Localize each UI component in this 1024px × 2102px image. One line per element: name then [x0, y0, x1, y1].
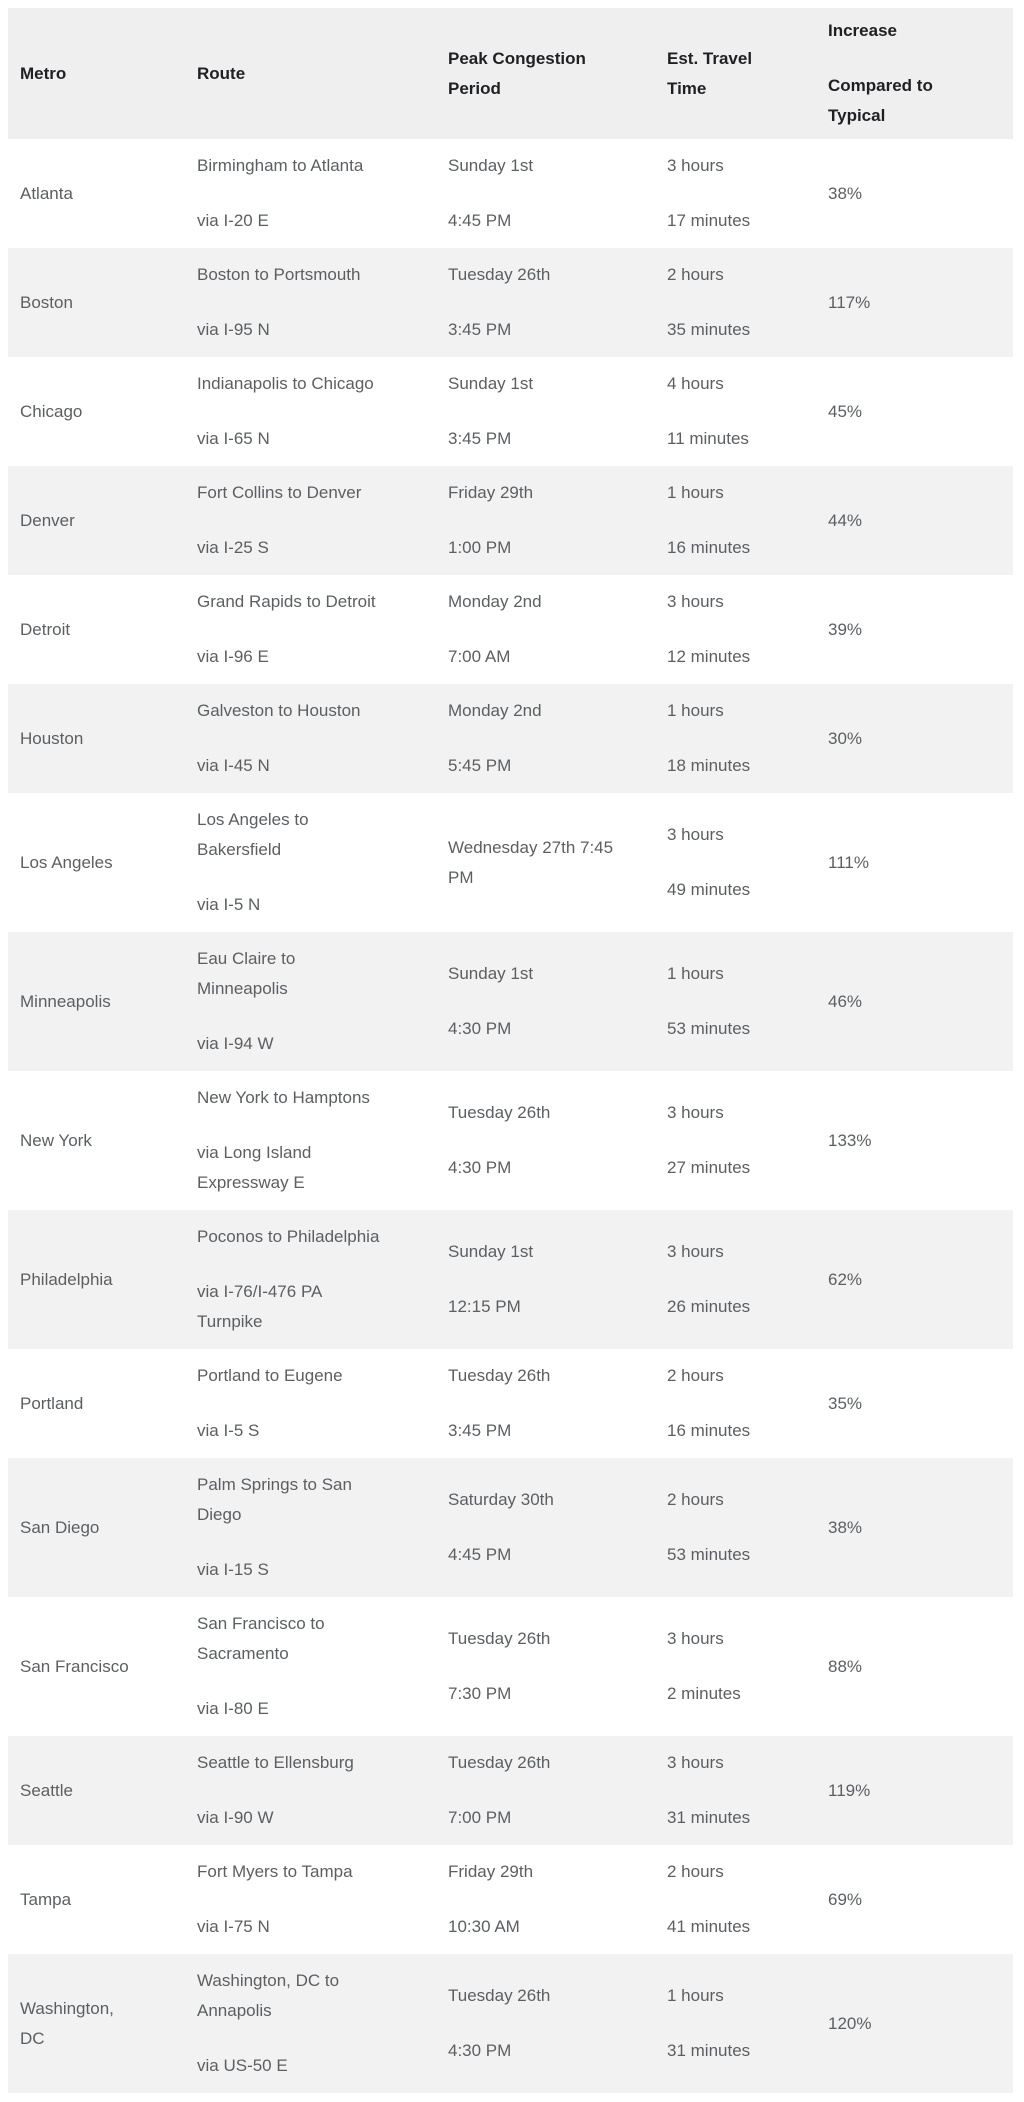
period-day: Wednesday 27th 7:45 PM	[448, 837, 614, 887]
increase-cell	[816, 1071, 1013, 1210]
travel-minutes: 16 minutes	[667, 1421, 751, 1440]
travel-minutes: 16 minutes	[667, 538, 751, 557]
route-cell	[185, 793, 436, 932]
route-via: via I-96 E	[197, 647, 269, 666]
period-day: Tuesday 26th	[448, 1986, 551, 2005]
route-name: Grand Rapids to Detroit	[197, 592, 376, 611]
travel-time-cell	[655, 1071, 816, 1210]
route-cell	[185, 357, 436, 466]
increase-value: 133%	[828, 1130, 872, 1150]
route-cell	[185, 932, 436, 1071]
route-cell	[185, 1597, 436, 1736]
metro-name: Chicago	[20, 401, 83, 421]
travel-hours: 3 hours	[667, 1753, 724, 1772]
metro-cell	[8, 139, 185, 248]
period-cell	[436, 1736, 655, 1845]
increase-cell	[816, 1845, 1013, 1954]
travel-hours: 1 hours	[667, 483, 724, 502]
increase-value: 62%	[828, 1269, 863, 1289]
table-row	[8, 1597, 1013, 1736]
travel-time-cell	[655, 793, 816, 932]
metro-name: Tampa	[20, 1889, 72, 1909]
route-cell	[185, 466, 436, 575]
route-via: via I-65 N	[197, 429, 270, 448]
metro-cell	[8, 1845, 185, 1954]
route-via: via I-95 N	[197, 320, 270, 339]
table-row	[8, 684, 1013, 793]
travel-minutes: 35 minutes	[667, 320, 751, 339]
increase-value: 35%	[828, 1393, 863, 1413]
route-name: Poconos to Philadelphia	[197, 1227, 380, 1246]
travel-minutes: 53 minutes	[667, 1019, 751, 1038]
period-cell	[436, 793, 655, 932]
period-day: Sunday 1st	[448, 1242, 534, 1261]
travel-time-cell	[655, 1736, 816, 1845]
route-name: Seattle to Ellensburg	[197, 1753, 354, 1772]
route-cell	[185, 684, 436, 793]
travel-hours: 3 hours	[667, 1242, 724, 1261]
travel-minutes: 12 minutes	[667, 647, 751, 666]
route-cell	[185, 1071, 436, 1210]
increase-value: 46%	[828, 991, 863, 1011]
increase-value: 39%	[828, 619, 863, 639]
travel-hours: 2 hours	[667, 1490, 724, 1509]
travel-hours: 2 hours	[667, 1366, 724, 1385]
metro-cell	[8, 357, 185, 466]
table-row	[8, 1349, 1013, 1458]
route-via: via I-5 N	[197, 895, 261, 914]
increase-value: 111%	[828, 852, 869, 872]
period-time: 3:45 PM	[448, 1421, 512, 1440]
period-day: Tuesday 26th	[448, 1366, 551, 1385]
increase-cell	[816, 139, 1013, 248]
increase-cell	[816, 1349, 1013, 1458]
table-row	[8, 466, 1013, 575]
route-name: Fort Myers to Tampa	[197, 1862, 353, 1881]
congestion-table	[8, 8, 1013, 2093]
period-time: 10:30 AM	[448, 1917, 520, 1936]
metro-cell	[8, 1349, 185, 1458]
col-header-label: Peak Congestion Period	[448, 48, 586, 98]
table-row	[8, 357, 1013, 466]
travel-minutes: 31 minutes	[667, 2041, 751, 2060]
table-row	[8, 139, 1013, 248]
travel-minutes: 11 minutes	[667, 429, 749, 448]
route-name: Washington, DC to Annapolis	[197, 1971, 340, 2020]
col-header-metro	[8, 8, 185, 139]
period-time: 7:30 PM	[448, 1684, 512, 1703]
travel-minutes: 41 minutes	[667, 1917, 751, 1936]
col-header-label: Compared to Typical	[828, 76, 933, 125]
travel-time-cell	[655, 139, 816, 248]
travel-hours: 3 hours	[667, 1629, 724, 1648]
route-name: Portland to Eugene	[197, 1366, 343, 1385]
travel-minutes: 53 minutes	[667, 1545, 751, 1564]
table-row	[8, 575, 1013, 684]
travel-hours: 2 hours	[667, 1862, 724, 1881]
col-header-label: Est. Travel Time	[667, 48, 753, 98]
travel-time-cell	[655, 1210, 816, 1349]
period-time: 5:45 PM	[448, 756, 512, 775]
period-cell	[436, 1071, 655, 1210]
travel-time-cell	[655, 1954, 816, 2093]
col-header-est-travel-time	[655, 8, 816, 139]
period-cell	[436, 1597, 655, 1736]
increase-cell	[816, 1458, 1013, 1597]
route-name: Boston to Portsmouth	[197, 265, 361, 284]
route-via: via US-50 E	[197, 2056, 288, 2075]
increase-value: 38%	[828, 183, 863, 203]
route-via: via I-5 S	[197, 1421, 260, 1440]
route-name: Galveston to Houston	[197, 701, 361, 720]
period-cell	[436, 466, 655, 575]
col-header-peak-congestion-period	[436, 8, 655, 139]
travel-minutes: 2 minutes	[667, 1684, 741, 1703]
travel-hours: 3 hours	[667, 156, 724, 175]
period-cell	[436, 357, 655, 466]
route-name: Los Angeles to Bakersfield	[197, 810, 309, 859]
travel-time-cell	[655, 357, 816, 466]
period-cell	[436, 1954, 655, 2093]
period-time: 12:15 PM	[448, 1297, 521, 1316]
increase-cell	[816, 1736, 1013, 1845]
travel-time-cell	[655, 1845, 816, 1954]
travel-hours: 3 hours	[667, 1103, 724, 1122]
route-cell	[185, 139, 436, 248]
table-row	[8, 1736, 1013, 1845]
travel-minutes: 17 minutes	[667, 211, 751, 230]
increase-value: 69%	[828, 1889, 863, 1909]
metro-cell	[8, 575, 185, 684]
travel-minutes: 18 minutes	[667, 756, 751, 775]
travel-time-cell	[655, 932, 816, 1071]
travel-hours: 1 hours	[667, 964, 724, 983]
route-cell	[185, 1954, 436, 2093]
period-day: Tuesday 26th	[448, 265, 551, 284]
route-cell	[185, 1349, 436, 1458]
route-via: via I-25 S	[197, 538, 269, 557]
period-time: 3:45 PM	[448, 320, 512, 339]
metro-name: Portland	[20, 1393, 84, 1413]
table-row	[8, 932, 1013, 1071]
metro-cell	[8, 1071, 185, 1210]
route-via: via Long Island Expressway E	[197, 1143, 312, 1192]
travel-hours: 3 hours	[667, 825, 724, 844]
increase-value: 38%	[828, 1517, 863, 1537]
period-day: Friday 29th	[448, 1862, 534, 1881]
period-cell	[436, 248, 655, 357]
increase-value: 119%	[828, 1780, 871, 1800]
route-via: via I-15 S	[197, 1560, 269, 1579]
travel-hours: 3 hours	[667, 592, 724, 611]
route-cell	[185, 248, 436, 357]
route-via: via I-94 W	[197, 1034, 274, 1053]
metro-name: Denver	[20, 510, 75, 530]
period-cell	[436, 575, 655, 684]
period-time: 4:30 PM	[448, 1158, 512, 1177]
travel-time-cell	[655, 248, 816, 357]
period-time: 7:00 AM	[448, 647, 511, 666]
metro-name: Houston	[20, 728, 84, 748]
route-cell	[185, 1845, 436, 1954]
period-cell	[436, 1845, 655, 1954]
travel-minutes: 27 minutes	[667, 1158, 751, 1177]
period-time: 4:45 PM	[448, 1545, 512, 1564]
metro-cell	[8, 1458, 185, 1597]
route-cell	[185, 1458, 436, 1597]
travel-minutes: 31 minutes	[667, 1808, 751, 1827]
increase-cell	[816, 793, 1013, 932]
header-row	[8, 8, 1013, 139]
travel-time-cell	[655, 684, 816, 793]
period-time: 7:00 PM	[448, 1808, 512, 1827]
increase-cell	[816, 357, 1013, 466]
period-day: Sunday 1st	[448, 374, 534, 393]
travel-minutes: 26 minutes	[667, 1297, 751, 1316]
period-day: Saturday 30th	[448, 1490, 554, 1509]
table-row	[8, 1210, 1013, 1349]
route-name: San Francisco to Sacramento	[197, 1614, 325, 1663]
travel-time-cell	[655, 1458, 816, 1597]
metro-name: New York	[20, 1130, 92, 1150]
metro-cell	[8, 466, 185, 575]
metro-name: Washington, DC	[20, 1998, 114, 2048]
table-row	[8, 793, 1013, 932]
travel-hours: 2 hours	[667, 265, 724, 284]
route-cell	[185, 1736, 436, 1845]
table-row	[8, 1845, 1013, 1954]
period-time: 1:00 PM	[448, 538, 512, 557]
period-day: Tuesday 26th	[448, 1753, 551, 1772]
period-cell	[436, 1210, 655, 1349]
period-time: 4:30 PM	[448, 2041, 512, 2060]
metro-name: Boston	[20, 292, 73, 312]
period-day: Sunday 1st	[448, 156, 534, 175]
metro-name: San Diego	[20, 1517, 100, 1537]
route-via: via I-45 N	[197, 756, 270, 775]
period-day: Sunday 1st	[448, 964, 534, 983]
table-row	[8, 1071, 1013, 1210]
metro-name: Minneapolis	[20, 991, 111, 1011]
increase-value: 44%	[828, 510, 863, 530]
col-header-label: Metro	[20, 63, 67, 83]
period-cell	[436, 139, 655, 248]
period-day: Monday 2nd	[448, 592, 542, 611]
table-body	[8, 139, 1013, 2093]
metro-name: Seattle	[20, 1780, 73, 1800]
increase-value: 45%	[828, 401, 863, 421]
col-header-label: Increase	[828, 21, 897, 40]
travel-time-cell	[655, 575, 816, 684]
period-time: 3:45 PM	[448, 429, 512, 448]
metro-cell	[8, 1736, 185, 1845]
route-cell	[185, 575, 436, 684]
travel-time-cell	[655, 1349, 816, 1458]
increase-cell	[816, 684, 1013, 793]
route-name: Eau Claire to Minneapolis	[197, 949, 296, 998]
increase-value: 117%	[828, 292, 871, 312]
metro-cell	[8, 1210, 185, 1349]
period-cell	[436, 1349, 655, 1458]
metro-name: Atlanta	[20, 183, 73, 203]
increase-cell	[816, 466, 1013, 575]
route-via: via I-80 E	[197, 1699, 269, 1718]
travel-minutes: 49 minutes	[667, 880, 751, 899]
route-name: Fort Collins to Denver	[197, 483, 362, 502]
metro-name: Philadelphia	[20, 1269, 113, 1289]
table-row	[8, 1458, 1013, 1597]
period-day: Tuesday 26th	[448, 1629, 551, 1648]
increase-cell	[816, 1210, 1013, 1349]
metro-cell	[8, 793, 185, 932]
increase-cell	[816, 248, 1013, 357]
increase-value: 88%	[828, 1656, 863, 1676]
travel-hours: 4 hours	[667, 374, 724, 393]
travel-time-cell	[655, 466, 816, 575]
metro-cell	[8, 932, 185, 1071]
metro-name: Detroit	[20, 619, 71, 639]
increase-cell	[816, 575, 1013, 684]
period-day: Friday 29th	[448, 483, 534, 502]
route-via: via I-20 E	[197, 211, 269, 230]
route-name: Birmingham to Atlanta	[197, 156, 364, 175]
travel-hours: 1 hours	[667, 701, 724, 720]
increase-cell	[816, 1954, 1013, 2093]
period-cell	[436, 1458, 655, 1597]
route-via: via I-90 W	[197, 1808, 274, 1827]
route-name: Palm Springs to San Diego	[197, 1475, 352, 1524]
metro-cell	[8, 684, 185, 793]
increase-value: 120%	[828, 2013, 872, 2033]
metro-cell	[8, 1597, 185, 1736]
col-header-route	[185, 8, 436, 139]
increase-cell	[816, 1597, 1013, 1736]
table-row	[8, 1954, 1013, 2093]
period-time: 4:45 PM	[448, 211, 512, 230]
period-day: Tuesday 26th	[448, 1103, 551, 1122]
metro-cell	[8, 1954, 185, 2093]
route-name: New York to Hamptons	[197, 1088, 370, 1107]
route-cell	[185, 1210, 436, 1349]
route-via: via I-75 N	[197, 1917, 270, 1936]
col-header-increase-compared-to-typical	[816, 8, 1013, 139]
period-cell	[436, 684, 655, 793]
travel-hours: 1 hours	[667, 1986, 724, 2005]
route-via: via I-76/I-476 PA Turnpike	[197, 1282, 322, 1331]
metro-cell	[8, 248, 185, 357]
travel-time-cell	[655, 1597, 816, 1736]
period-cell	[436, 932, 655, 1071]
table-row	[8, 248, 1013, 357]
route-name: Indianapolis to Chicago	[197, 374, 374, 393]
period-day: Monday 2nd	[448, 701, 542, 720]
increase-value: 30%	[828, 728, 863, 748]
period-time: 4:30 PM	[448, 1019, 512, 1038]
col-header-label: Route	[197, 63, 246, 83]
table-header	[8, 8, 1013, 139]
metro-name: San Francisco	[20, 1656, 129, 1676]
metro-name: Los Angeles	[20, 852, 113, 872]
increase-cell	[816, 932, 1013, 1071]
